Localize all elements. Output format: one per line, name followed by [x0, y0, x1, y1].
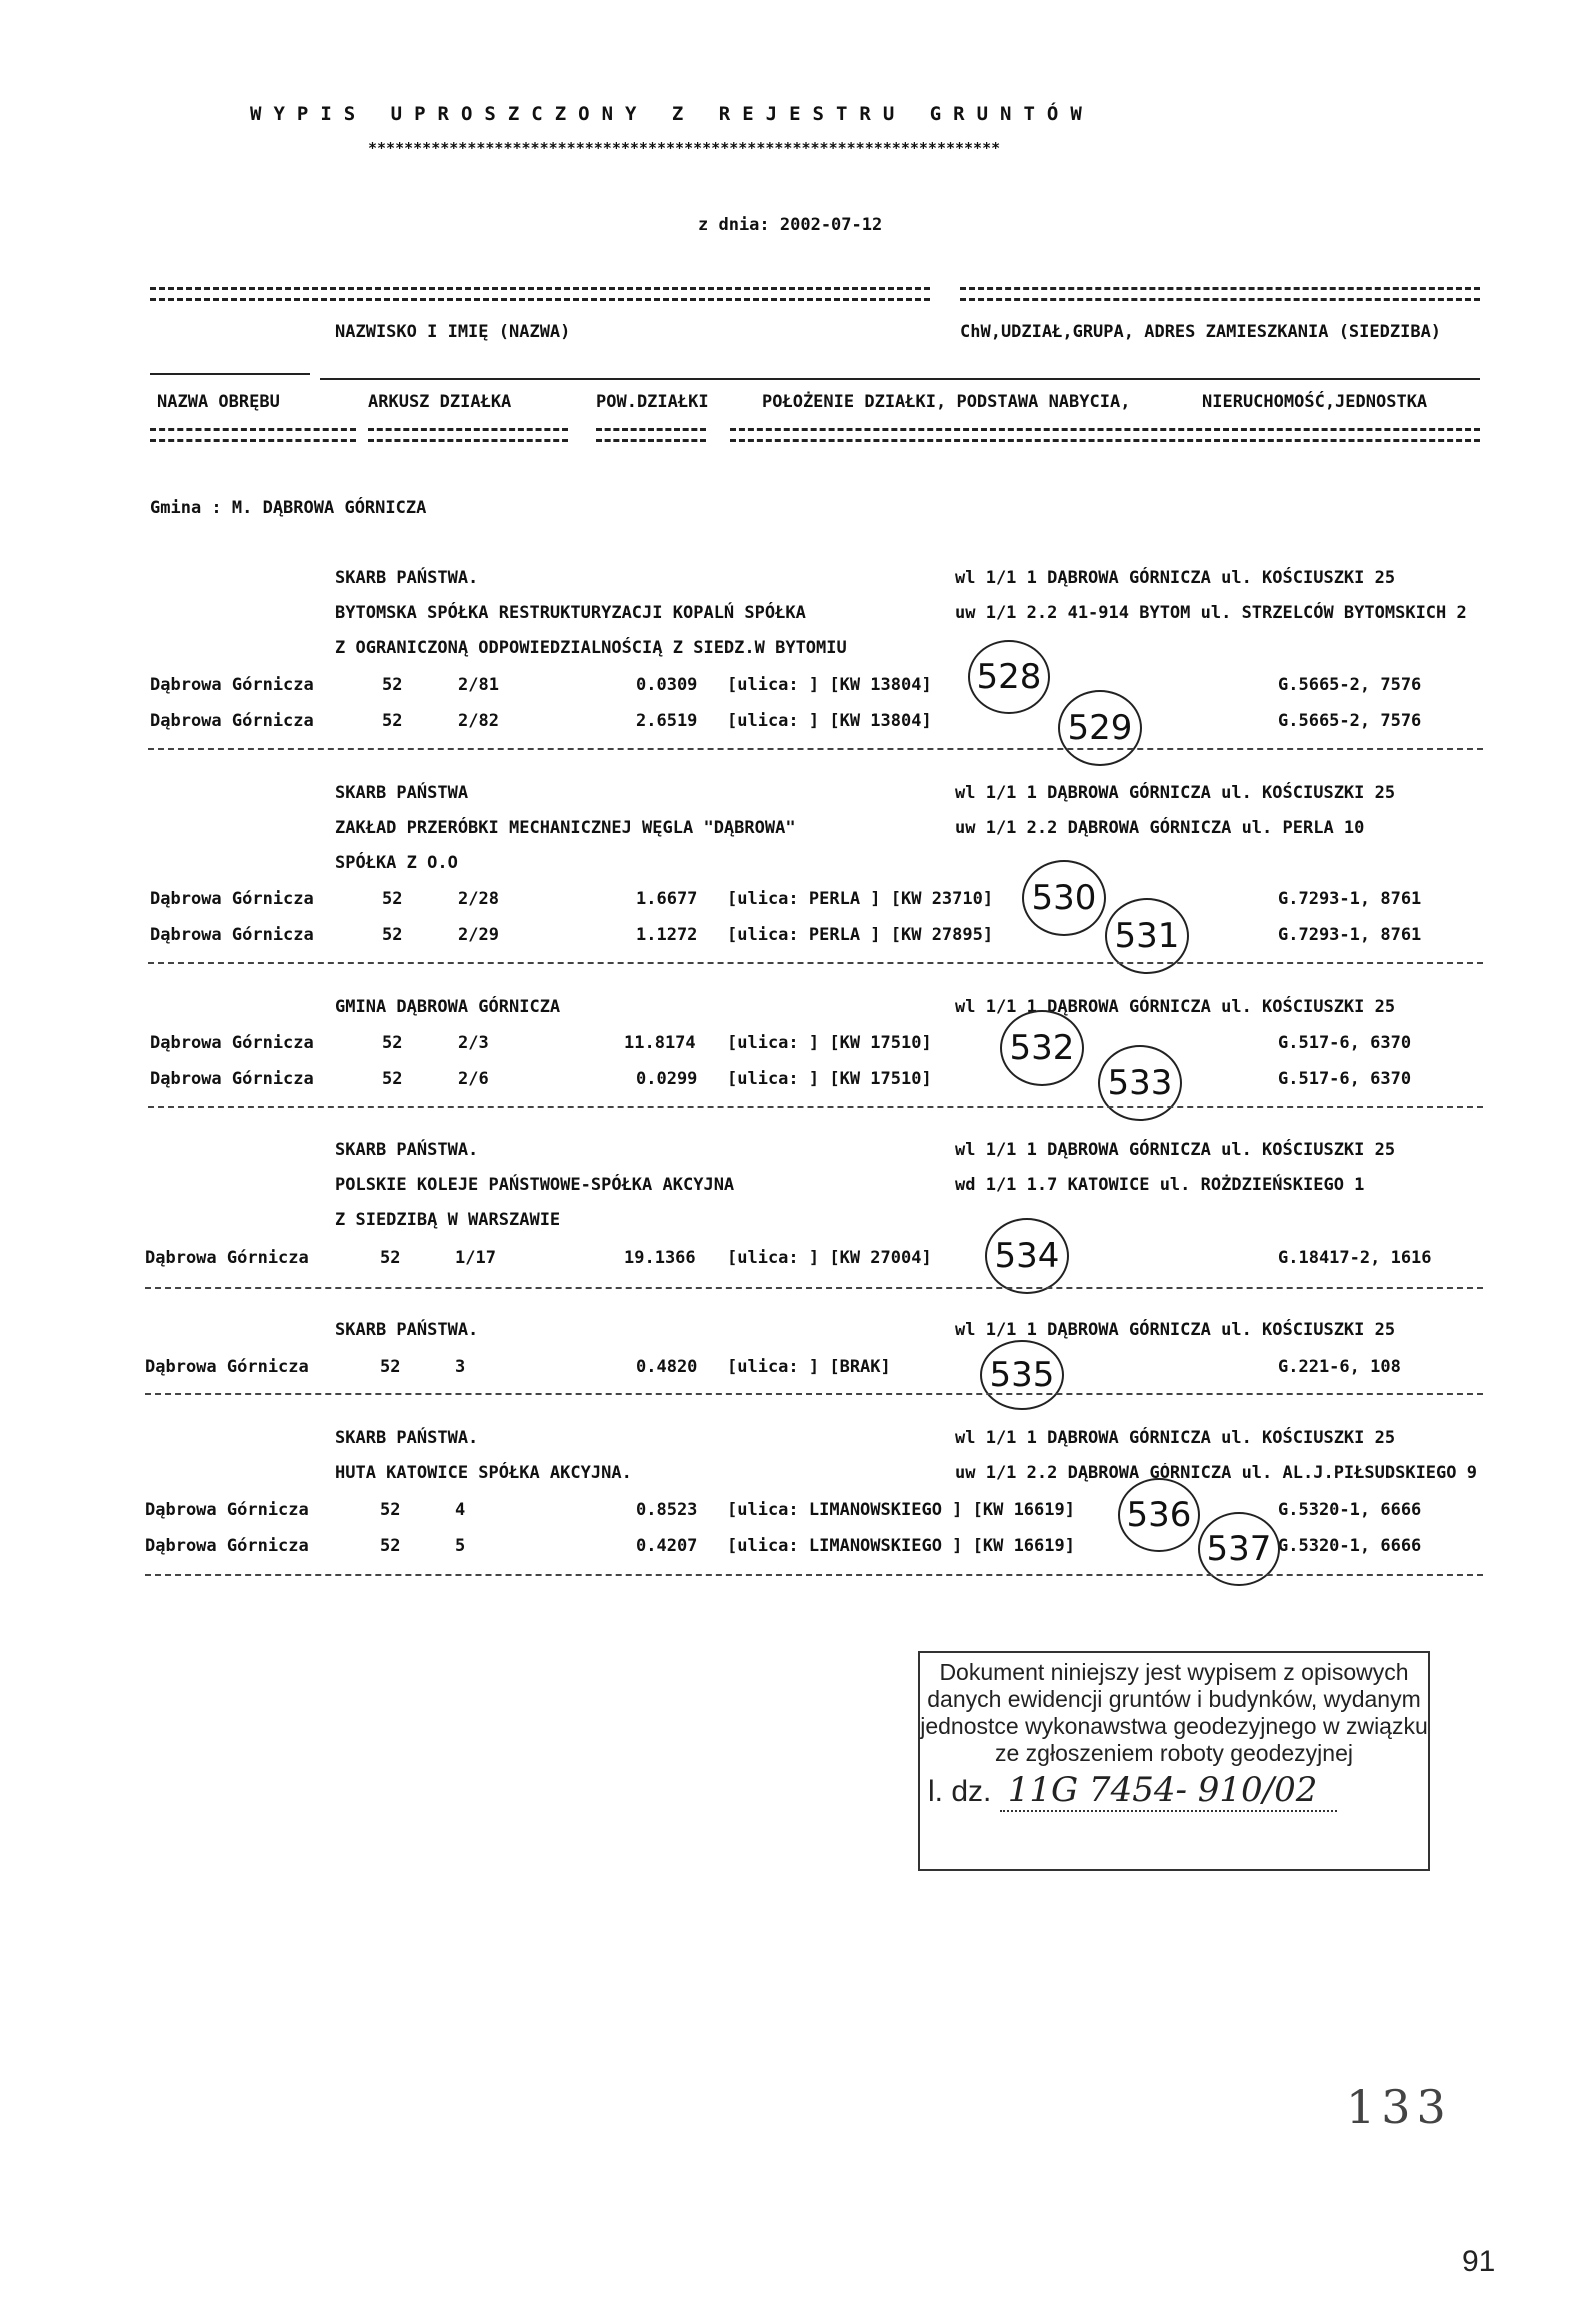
- parcel-area: 1.6677: [636, 889, 698, 909]
- owner-name: SKARB PAŃSTWA: [335, 783, 469, 803]
- handwritten-page-number: 133: [1346, 2080, 1452, 2134]
- page-number: 91: [1462, 2245, 1496, 2278]
- owner-name: Z SIEDZIBĄ W WARSZAWIE: [335, 1210, 561, 1230]
- col-powierzchnia: POW.DZIAŁKI: [596, 392, 709, 412]
- parcel-property-unit: G.5665-2, 7576: [1278, 675, 1422, 695]
- parcel-circled-number: 529: [1058, 690, 1142, 766]
- parcel-arkusz: 52: [382, 925, 403, 945]
- owner-name: SKARB PAŃSTWA.: [335, 1428, 479, 1448]
- parcel-arkusz: 52: [380, 1500, 401, 1520]
- parcel-location: [ulica: ] [KW 17510]: [727, 1069, 932, 1089]
- parcel-dzialka: 2/82: [458, 711, 499, 731]
- owner-address: wl 1/1 1 DĄBROWA GÓRNICZA ul. KOŚCIUSZKI 25: [955, 997, 1396, 1017]
- parcel-arkusz: 52: [380, 1536, 401, 1556]
- parcel-area: 1.1272: [636, 925, 698, 945]
- owner-address: wl 1/1 1 DĄBROWA GÓRNICZA ul. KOŚCIUSZKI 25: [955, 568, 1396, 588]
- header-rule-bottom-2: [368, 428, 568, 442]
- header-rule-bottom-3: [596, 428, 706, 442]
- stamp-ldz-row: [920, 1770, 1428, 1810]
- parcel-circled-number: 528: [968, 640, 1050, 714]
- parcel-dzialka: 2/28: [458, 889, 499, 909]
- header-rule-bottom-1: [150, 428, 356, 442]
- parcel-arkusz: 52: [382, 1069, 403, 1089]
- owner-name: HUTA KATOWICE SPÓŁKA AKCYJNA.: [335, 1463, 632, 1483]
- parcel-arkusz: 52: [382, 1033, 403, 1053]
- owner-address: wl 1/1 1 DĄBROWA GÓRNICZA ul. KOŚCIUSZKI 25: [955, 783, 1396, 803]
- parcel-arkusz: 52: [380, 1248, 401, 1268]
- owner-name: GMINA DĄBROWA GÓRNICZA: [335, 997, 561, 1017]
- group-divider: [148, 962, 1483, 964]
- parcel-area: 0.4207: [636, 1536, 698, 1556]
- parcel-property-unit: G.517-6, 6370: [1278, 1033, 1412, 1053]
- parcel-area: 2.6519: [636, 711, 698, 731]
- group-divider: [145, 1287, 1483, 1289]
- parcel-dzialka: 5: [455, 1536, 466, 1556]
- document-title: WYPIS UPROSZCZONY Z REJESTRU GRUNTÓW: [250, 103, 1094, 125]
- col-arkusz-dzialka: ARKUSZ DZIAŁKA: [368, 392, 512, 412]
- parcel-dzialka: 2/29: [458, 925, 499, 945]
- header-rule-mid-left: [150, 373, 310, 375]
- parcel-obreb: Dąbrowa Górnicza: [150, 925, 314, 945]
- parcel-circled-number: 537: [1198, 1512, 1280, 1586]
- owner-address: wl 1/1 1 DĄBROWA GÓRNICZA ul. KOŚCIUSZKI 25: [955, 1140, 1396, 1160]
- owner-address: wl 1/1 1 DĄBROWA GÓRNICZA ul. KOŚCIUSZKI 25: [955, 1320, 1396, 1340]
- parcel-dzialka: 2/3: [458, 1033, 489, 1053]
- parcel-property-unit: G.221-6, 108: [1278, 1357, 1401, 1377]
- owner-name: ZAKŁAD PRZERÓBKI MECHANICZNEJ WĘGLA "DĄBROWA": [335, 818, 796, 838]
- stamp-line: danych ewidencji gruntów i budynków, wydanym: [927, 1686, 1421, 1712]
- owner-address: wd 1/1 1.7 KATOWICE ul. ROŻDZIEŃSKIEGO 1: [955, 1175, 1365, 1195]
- parcel-area: 0.0299: [636, 1069, 698, 1089]
- parcel-obreb: Dąbrowa Górnicza: [150, 889, 314, 909]
- header-rule-top-right: [960, 287, 1480, 301]
- header-rule-bottom-4: [730, 428, 1480, 442]
- parcel-circled-number: 536: [1118, 1478, 1200, 1552]
- parcel-property-unit: G.5320-1, 6666: [1278, 1536, 1422, 1556]
- parcel-dzialka: 2/6: [458, 1069, 489, 1089]
- col-owner-address: ChW,UDZIAŁ,GRUPA, ADRES ZAMIESZKANIA (SIEDZIBA): [960, 322, 1442, 342]
- parcel-property-unit: G.18417-2, 1616: [1278, 1248, 1432, 1268]
- parcel-property-unit: G.5665-2, 7576: [1278, 711, 1422, 731]
- parcel-location: [ulica: LIMANOWSKIEGO ] [KW 16619]: [727, 1536, 1075, 1556]
- title-underline-stars: **********************************************************************: [368, 139, 1001, 157]
- parcel-property-unit: G.7293-1, 8761: [1278, 889, 1422, 909]
- parcel-area: 0.8523: [636, 1500, 698, 1520]
- gmina-label: Gmina : M. DĄBROWA GÓRNICZA: [150, 498, 427, 518]
- owner-address: uw 1/1 2.2 DĄBROWA GÓRNICZA ul. AL.J.PIŁSUDSKIEGO 9: [955, 1463, 1477, 1483]
- parcel-dzialka: 1/17: [455, 1248, 496, 1268]
- owner-address: uw 1/1 2.2 41-914 BYTOM ul. STRZELCÓW BYTOMSKICH 2: [955, 603, 1467, 623]
- owner-name: Z OGRANICZONĄ ODPOWIEDZIALNOŚCIĄ Z SIEDZ.W BYTOMIU: [335, 638, 847, 658]
- parcel-circled-number: 532: [1000, 1010, 1084, 1086]
- parcel-circled-number: 531: [1105, 898, 1189, 974]
- owner-name: POLSKIE KOLEJE PAŃSTWOWE-SPÓŁKA AKCYJNA: [335, 1175, 735, 1195]
- parcel-circled-number: 530: [1022, 860, 1106, 936]
- parcel-area: 0.0309: [636, 675, 698, 695]
- owner-address: wl 1/1 1 DĄBROWA GÓRNICZA ul. KOŚCIUSZKI 25: [955, 1428, 1396, 1448]
- parcel-obreb: Dąbrowa Górnicza: [150, 711, 314, 731]
- document-date: z dnia: 2002-07-12: [698, 215, 883, 235]
- owner-address: uw 1/1 2.2 DĄBROWA GÓRNICZA ul. PERLA 10: [955, 818, 1365, 838]
- parcel-property-unit: G.5320-1, 6666: [1278, 1500, 1422, 1520]
- parcel-location: [ulica: PERLA ] [KW 27895]: [727, 925, 994, 945]
- parcel-location: [ulica: PERLA ] [KW 23710]: [727, 889, 994, 909]
- parcel-location: [ulica: ] [KW 17510]: [727, 1033, 932, 1053]
- parcel-dzialka: 4: [455, 1500, 466, 1520]
- col-nieruchomosc: NIERUCHOMOŚĆ,JEDNOSTKA: [1202, 392, 1428, 412]
- parcel-dzialka: 2/81: [458, 675, 499, 695]
- parcel-circled-number: 535: [980, 1340, 1064, 1410]
- parcel-area: 11.8174: [624, 1033, 696, 1053]
- parcel-arkusz: 52: [382, 675, 403, 695]
- group-divider: [145, 1574, 1483, 1576]
- parcel-location: [ulica: ] [BRAK]: [727, 1357, 891, 1377]
- parcel-dzialka: 3: [455, 1357, 466, 1377]
- owner-name: SPÓŁKA Z O.O: [335, 853, 458, 873]
- stamp-line: Dokument niniejszy jest wypisem z opisowych: [939, 1659, 1409, 1685]
- group-divider: [148, 1106, 1483, 1108]
- parcel-obreb: Dąbrowa Górnicza: [145, 1500, 309, 1520]
- parcel-arkusz: 52: [382, 711, 403, 731]
- stamp-line: jednostce wykonawstwa geodezyjnego w związku: [920, 1713, 1428, 1739]
- parcel-obreb: Dąbrowa Górnicza: [150, 1033, 314, 1053]
- parcel-obreb: Dąbrowa Górnicza: [150, 675, 314, 695]
- group-divider: [145, 1393, 1483, 1395]
- col-obreb: NAZWA OBRĘBU: [157, 392, 280, 412]
- parcel-circled-number: 534: [985, 1218, 1069, 1294]
- registry-stamp: [918, 1651, 1430, 1871]
- parcel-obreb: Dąbrowa Górnicza: [145, 1536, 309, 1556]
- col-polozenie: POŁOŻENIE DZIAŁKI, PODSTAWA NABYCIA,: [762, 392, 1131, 412]
- parcel-location: [ulica: ] [KW 13804]: [727, 711, 932, 731]
- owner-name: SKARB PAŃSTWA.: [335, 1320, 479, 1340]
- parcel-location: [ulica: LIMANOWSKIEGO ] [KW 16619]: [727, 1500, 1075, 1520]
- parcel-obreb: Dąbrowa Górnicza: [145, 1357, 309, 1377]
- parcel-arkusz: 52: [382, 889, 403, 909]
- header-rule-top-left: [150, 287, 930, 301]
- parcel-obreb: Dąbrowa Górnicza: [145, 1248, 309, 1268]
- parcel-property-unit: G.7293-1, 8761: [1278, 925, 1422, 945]
- stamp-ldz-value: 11G 7454- 910/02: [1000, 1770, 1338, 1812]
- parcel-arkusz: 52: [380, 1357, 401, 1377]
- parcel-area: 19.1366: [624, 1248, 696, 1268]
- owner-name: SKARB PAŃSTWA.: [335, 568, 479, 588]
- parcel-circled-number: 533: [1098, 1045, 1182, 1121]
- parcel-area: 0.4820: [636, 1357, 698, 1377]
- owner-name: SKARB PAŃSTWA.: [335, 1140, 479, 1160]
- parcel-location: [ulica: ] [KW 27004]: [727, 1248, 932, 1268]
- parcel-obreb: Dąbrowa Górnicza: [150, 1069, 314, 1089]
- parcel-property-unit: G.517-6, 6370: [1278, 1069, 1412, 1089]
- stamp-line: ze zgłoszeniem roboty geodezyjnej: [995, 1740, 1353, 1766]
- group-divider: [148, 748, 1483, 750]
- stamp-ldz-label: l. dz.: [928, 1775, 992, 1808]
- col-owner-name: NAZWISKO I IMIĘ (NAZWA): [335, 322, 571, 342]
- parcel-location: [ulica: ] [KW 13804]: [727, 675, 932, 695]
- header-rule-mid-right: [320, 378, 1480, 380]
- owner-name: BYTOMSKA SPÓŁKA RESTRUKTURYZACJI KOPALŃ SPÓŁKA: [335, 603, 806, 623]
